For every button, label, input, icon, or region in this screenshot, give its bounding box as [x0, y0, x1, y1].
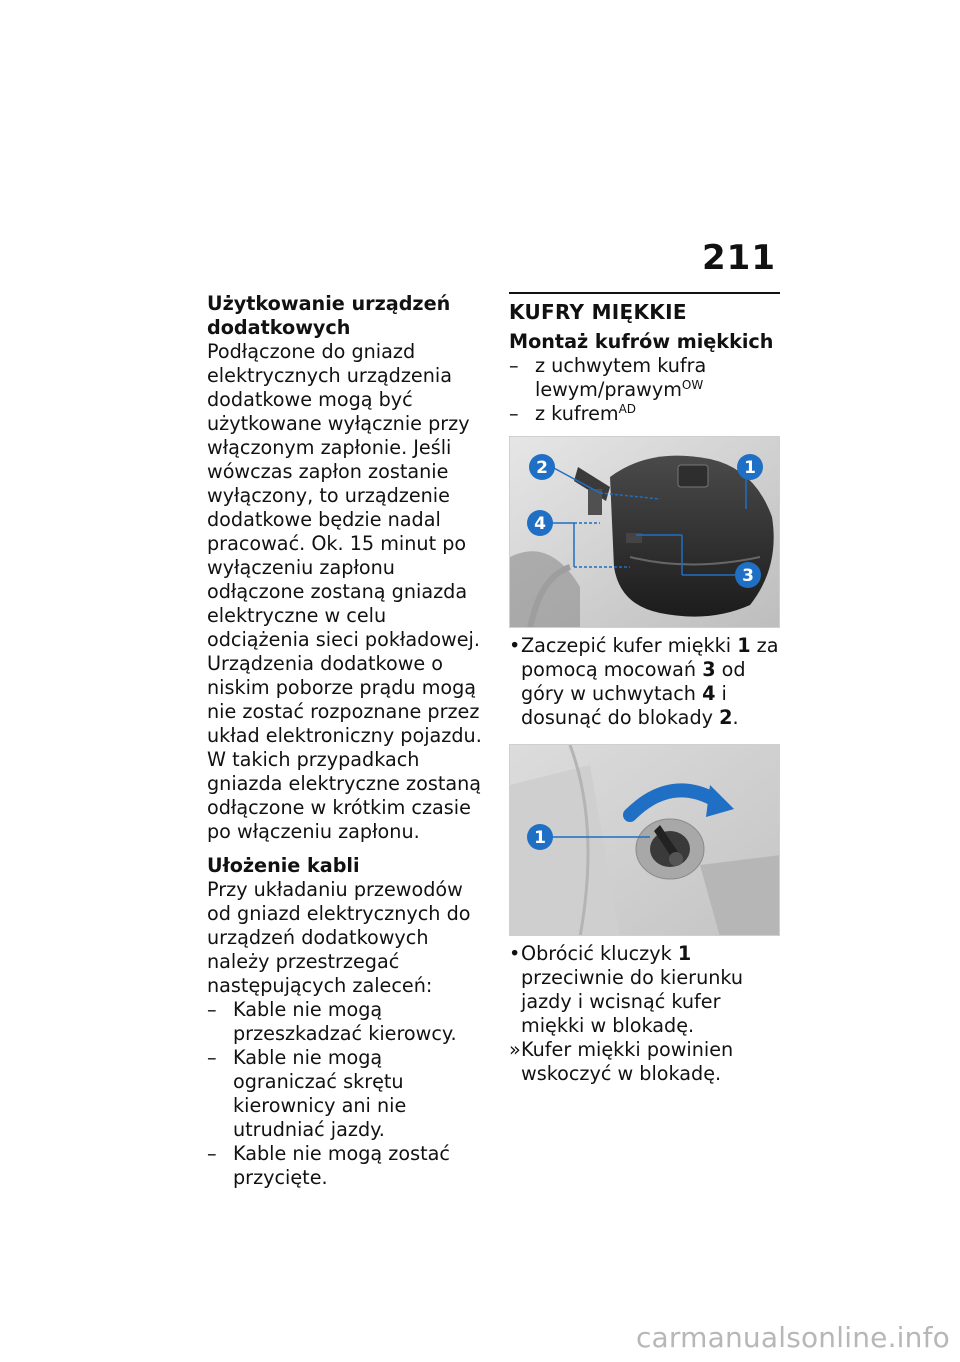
dash-mark: –: [207, 1046, 217, 1069]
dash-mark: –: [207, 998, 217, 1021]
dash-mark: –: [509, 402, 519, 425]
svg-text:2: 2: [536, 458, 548, 478]
result-mark: »: [509, 1038, 521, 1061]
case-mounting-illustration: [510, 437, 780, 628]
option-text: z uchwytem kufra lewym/prawym: [535, 354, 707, 401]
watermark: carmanualsonline.info: [635, 1321, 950, 1354]
svg-text:1: 1: [534, 828, 546, 848]
list-item-text: Kable nie mogą przeszkadzać kierowcy.: [233, 998, 457, 1045]
paragraph-low-current: Urządzenia dodatkowe o niskim poborze prądu mogą nie zostać rozpoznane przez układ elektroniczny pojazdu. W takich przypadkach gniazda elektryczne zostaną odłączone w krótkim czasie po włączeniu zapłonu.: [207, 652, 482, 843]
result-text: Kufer miękki powinien wskoczyć w blokadę.: [521, 1038, 734, 1085]
list-item-text: Kable nie mogą zostać przycięte.: [233, 1142, 450, 1189]
list-item: [207, 998, 492, 1046]
option-code: OW: [681, 378, 704, 392]
svg-text:4: 4: [534, 514, 546, 534]
bullet-mark: •: [509, 942, 521, 965]
callout-4: [527, 510, 553, 536]
figure-case-mounting: [509, 436, 780, 628]
step-hook-case: [509, 634, 780, 730]
step-text: Obrócić kluczyk 1 przeciwnie do kierunku jazdy i wcisnąć kufer miękki w blokadę.: [521, 942, 744, 1037]
option-item: [509, 402, 780, 426]
step-text: Zaczepić kufer miękki 1 za pomocą mocowań 3 od góry w uchwytach 4 i dosunąć do blokady 2.: [521, 634, 779, 729]
heading-cable-routing: Ułożenie kabli: [207, 854, 360, 877]
section-title: KUFRY MIĘKKIE: [509, 292, 780, 330]
figure-key-lock: [509, 744, 780, 936]
callout-2: [529, 454, 555, 480]
option-code: AD: [618, 402, 637, 416]
paragraph-ignition: Podłączone do gniazd elektrycznych urządzenia dodatkowe mogą być użytkowane wyłącznie przy włączonym zapłonie. Jeśli wówczas zapłon zostanie wyłączony, to urządzenie dodatkowe będzie nadal pracować. Ok. 15 minut po wyłączeniu zapłonu odłączone zostaną gniazda elektryczne w celu odciążenia sieci pokładowej.: [207, 340, 480, 651]
svg-text:3: 3: [742, 566, 754, 586]
page-number: 211: [702, 238, 776, 278]
callout-1: [737, 454, 763, 480]
list-item-text: Kable nie mogą ograniczać skrętu kierownicy ani nie utrudniać jazdy.: [233, 1046, 407, 1141]
subheading-mounting: Montaż kufrów miękkich: [509, 330, 774, 353]
paragraph-cable-rules: Przy układaniu przewodów od gniazd elektrycznych do urządzeń dodatkowych należy przestrzegać następujących zaleceń:: [207, 878, 471, 997]
bullet-mark: •: [509, 634, 521, 657]
dash-mark: –: [207, 1142, 217, 1165]
callout-1: [527, 824, 553, 850]
svg-text:1: 1: [744, 458, 756, 478]
heading-accessory-use: Użytkowanie urządzeń dodatkowych: [207, 292, 451, 339]
result-item: [509, 1038, 780, 1086]
right-column: [509, 292, 780, 1086]
key-lock-illustration: [510, 745, 780, 936]
step-turn-key: [509, 942, 780, 1038]
left-column: [207, 292, 492, 1190]
list-item: [207, 1046, 492, 1142]
list-item: [207, 1142, 492, 1190]
callout-3: [735, 562, 761, 588]
option-item: [509, 354, 780, 402]
option-text: z kufrem: [535, 402, 619, 425]
dash-mark: –: [509, 354, 519, 377]
